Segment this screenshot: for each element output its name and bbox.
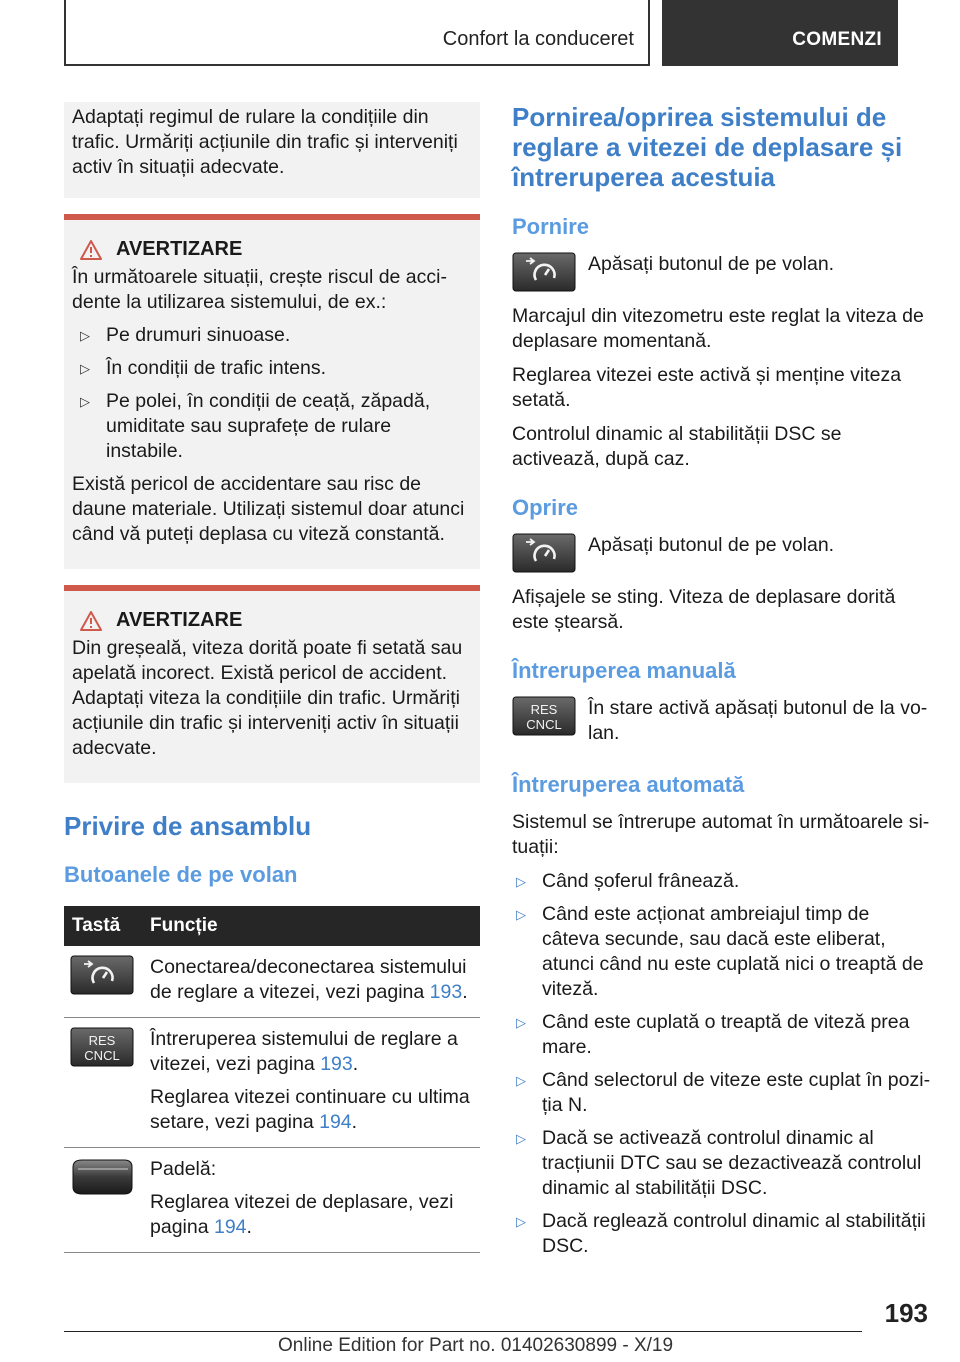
start-button-row bbox=[512, 252, 932, 292]
page-link[interactable]: 194 bbox=[319, 1111, 352, 1133]
start-text-1: Marcajul din vitezometru este reglat la viteza de deplasare momentană. bbox=[512, 305, 924, 352]
start-text-3: Controlul dinamic al stabilității DSC se activează, după caz. bbox=[512, 423, 842, 470]
warning-title: AVERTIZARE bbox=[116, 238, 243, 260]
manual-button-text: În stare activă apăsați butonul de la volan. bbox=[588, 697, 928, 744]
header-section-tab bbox=[64, 0, 650, 66]
cruise-control-button-icon bbox=[512, 252, 576, 292]
bullet-triangle-icon: ▷ bbox=[516, 1073, 526, 1088]
start-text-2: Reglarea vitezei este activă și menține viteza setată. bbox=[512, 364, 902, 411]
bullet-triangle-icon: ▷ bbox=[516, 874, 526, 889]
warning-tail: Există pericol de accidentare sau risc de daune materiale. Utilizați sistemul doar atunci când vă puteți deplasa cu viteză constantă. bbox=[72, 473, 465, 545]
warning-triangle-icon bbox=[80, 240, 102, 260]
auto-heading: Întreruperea automată bbox=[512, 772, 745, 797]
table-header-key: Tastă bbox=[64, 906, 142, 946]
list-item: ▷ Când este cuplată o treaptă de viteză prea mare. bbox=[516, 1011, 910, 1058]
res-cncl-button-icon bbox=[512, 696, 576, 736]
table-header-function: Funcție bbox=[142, 906, 480, 946]
bullet-triangle-icon: ▷ bbox=[516, 1015, 526, 1030]
table-cell-text: Reglarea vitezei de deplasare, vezi pagina 194. bbox=[150, 1191, 454, 1238]
bullet-triangle-icon: ▷ bbox=[80, 361, 90, 376]
manual-button-row bbox=[512, 696, 932, 746]
page-number: 193 bbox=[884, 1298, 928, 1328]
table-header-row bbox=[64, 906, 480, 946]
page-link[interactable]: 194 bbox=[213, 1216, 247, 1238]
bullet-triangle-icon: ▷ bbox=[516, 1214, 526, 1229]
list-item: ▷ În condiții de trafic intens. bbox=[80, 357, 327, 379]
svg-text:CNCL: CNCL bbox=[84, 1048, 120, 1063]
left-column bbox=[64, 102, 480, 1253]
section-heading: Pornirea/oprirea sistemului de reglare a vitezei de deplasare și întreruperea acestuia bbox=[512, 102, 903, 192]
cruise-control-button-icon bbox=[512, 533, 576, 573]
warning-title: AVERTIZARE bbox=[116, 609, 243, 631]
list-item: ▷ Dacă se activează controlul dinamic al tracțiunii DTC sau se dezactivează controlul dinamic al stabilității DSC. bbox=[516, 1127, 922, 1199]
table-cell-text: Padelă: bbox=[150, 1158, 217, 1180]
bullet-triangle-icon: ▷ bbox=[516, 907, 526, 922]
cruise-control-button-icon bbox=[70, 955, 134, 995]
warning-text: Din greșeală, viteza dorită poate fi setată sau apelată incorect. Există pericol de accident. Adaptați viteza la condițiile din trafic. Urmăriți acțiunile din trafic și interveniți activ în situații adecvate. bbox=[72, 637, 463, 759]
list-item: ▷ Pe drumuri sinuoase. bbox=[80, 324, 291, 346]
list-item: ▷ Când selectorul de viteze este cuplat în poziția N. bbox=[516, 1069, 931, 1116]
svg-text:RES: RES bbox=[530, 702, 558, 717]
stop-text-1: Afișajele se sting. Viteza de deplasare dorită este ștearsă. bbox=[512, 586, 896, 633]
warning-box-1 bbox=[64, 214, 480, 569]
warning-triangle-icon bbox=[80, 611, 102, 631]
start-button-text: Apăsați butonul de pe volan. bbox=[588, 253, 835, 275]
warning-lead: În următoarele situații, crește riscul de accidente la utilizarea sistemului, de ex.: bbox=[72, 266, 447, 313]
page-link[interactable]: 193 bbox=[429, 981, 463, 1003]
intro-text: Adaptați regimul de rulare la condițiile din trafic. Urmăriți acțiunile din trafic și interveniți activ în situații adecvate. bbox=[72, 106, 458, 178]
buttons-table bbox=[64, 906, 480, 1253]
table-cell-text: Reglarea vitezei continuare cu ultima setare, vezi pagina 194. bbox=[150, 1086, 470, 1133]
res-cncl-button-icon bbox=[70, 1027, 134, 1067]
stop-button-text: Apăsați butonul de pe volan. bbox=[588, 534, 835, 556]
warning-box-2 bbox=[64, 585, 480, 783]
table-row bbox=[64, 1018, 480, 1148]
bullet-triangle-icon: ▷ bbox=[516, 1131, 526, 1146]
warning-list bbox=[72, 323, 472, 464]
paddle-icon bbox=[70, 1157, 134, 1197]
overview-heading: Privire de ansamblu bbox=[64, 811, 312, 841]
table-cell-text: Întreruperea sistemului de reglare a vitezei, vezi pagina 193. bbox=[150, 1028, 458, 1075]
bullet-triangle-icon: ▷ bbox=[80, 394, 90, 409]
intro-box bbox=[64, 102, 480, 198]
buttons-heading: Butoanele de pe volan bbox=[64, 862, 298, 887]
start-heading: Pornire bbox=[512, 214, 590, 239]
warning-heading bbox=[80, 609, 472, 632]
footer-divider bbox=[64, 1331, 862, 1332]
list-item: ▷ Când șoferul frânează. bbox=[516, 870, 740, 892]
bullet-triangle-icon: ▷ bbox=[80, 328, 90, 343]
list-item: ▷ Când este acționat ambreiajul timp de câteva secunde, sau dacă este eliberat, atunci când nu este cuplată nici o treaptă de viteză. bbox=[516, 903, 924, 1000]
list-item: ▷ Dacă reglează controlul dinamic al stabilității DSC. bbox=[516, 1210, 926, 1257]
table-row bbox=[64, 946, 480, 1018]
table-cell-text: Conectarea/deconectarea sistemului de reglare a vitezei, vezi pagina 193. bbox=[150, 956, 468, 1003]
stop-button-row bbox=[512, 533, 932, 573]
auto-list bbox=[512, 869, 932, 1259]
header-chapter-tab bbox=[662, 0, 898, 66]
page-link[interactable]: 193 bbox=[320, 1053, 353, 1075]
svg-text:RES: RES bbox=[88, 1033, 116, 1048]
stop-heading: Oprire bbox=[512, 495, 579, 520]
warning-heading bbox=[80, 238, 472, 261]
footer-edition: Online Edition for Part no. 01402630899 - X/19 bbox=[278, 1335, 674, 1356]
svg-text:CNCL: CNCL bbox=[526, 717, 562, 732]
header-chapter-title: COMENZI bbox=[792, 29, 882, 50]
auto-lead: Sistemul se întrerupe automat în următoarele situații: bbox=[512, 811, 930, 858]
list-item: ▷ Pe polei, în condiții de ceață, zăpadă, umiditate sau suprafețe de rulare instabile. bbox=[80, 390, 431, 462]
table-row bbox=[64, 1148, 480, 1253]
header-section-title: Confort la conduceret bbox=[442, 28, 634, 50]
manual-heading: Întreruperea manuală bbox=[512, 658, 736, 683]
right-column bbox=[512, 102, 932, 1267]
